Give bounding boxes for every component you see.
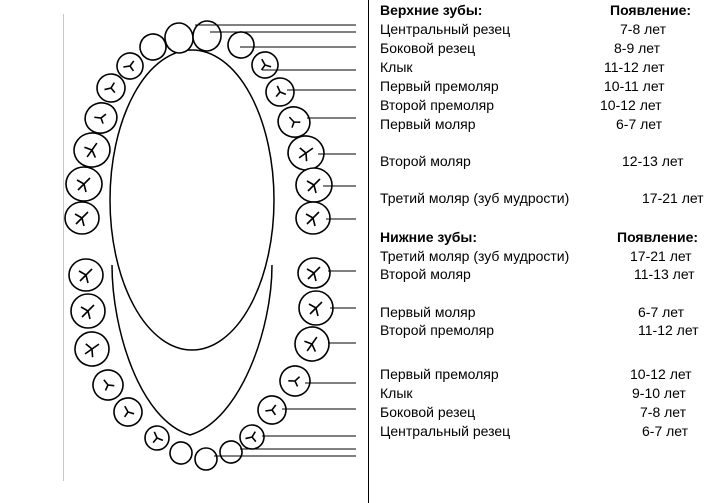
lower-tooth-name: Второй премоляр [380, 322, 494, 338]
upper-tooth-molar [296, 202, 330, 234]
lower-tooth-molar [69, 259, 103, 291]
lower-tooth-incisor [218, 439, 243, 464]
lower-tooth-name: Первый моляр [380, 304, 476, 320]
lower-eruption-header: Появление: [617, 229, 699, 245]
lower-tooth-age: 11-12 лет [638, 322, 699, 338]
upper-tooth-name: Центральный резец [380, 21, 511, 37]
upper-tooth-age: 8-9 лет [614, 40, 661, 56]
upper-eruption-header: Появление: [610, 2, 692, 18]
lower-tooth-age: 6-7 лет [638, 304, 685, 320]
lower-tooth-canine [140, 421, 174, 455]
upper-tooth-molar [296, 168, 332, 202]
lower-tooth-name: Первый премоляр [380, 366, 499, 382]
upper-tooth-age: 6-7 лет [616, 116, 663, 132]
lower-tooth-molar [292, 324, 331, 363]
upper-tooth-age: 10-11 лет [604, 78, 665, 94]
upper-tooth-name: Второй моляр [380, 153, 471, 169]
lower-tooth-crown [168, 440, 193, 465]
lower-tooth-age: 9-10 лет [632, 385, 686, 401]
lower-tooth-molar [71, 294, 105, 328]
lower-tooth-age: 7-8 лет [640, 404, 687, 420]
upper-tooth-molar [65, 202, 99, 234]
lower-tooth-name: Третий моляр (зуб мудрости) [380, 248, 570, 264]
upper-tooth-age: 10-12 лет [600, 97, 662, 113]
lower-tooth-crown [195, 448, 217, 470]
lower-tooth-premolar [275, 361, 315, 401]
upper-tooth-incisor [224, 28, 259, 63]
lower-tooth-incisor [168, 440, 193, 465]
upper-palate-outline [110, 50, 274, 350]
upper-tooth-age: 7-8 лет [620, 21, 667, 37]
upper-tooth-molar [285, 133, 326, 173]
lower-tooth-name: Центральный резец [380, 423, 511, 439]
lower-tooth-molar [298, 258, 330, 288]
upper-teeth-header: Верхние зубы: [380, 2, 483, 18]
upper-tooth-age: 17-21 лет [642, 190, 704, 206]
upper-tooth-name: Первый моляр [380, 116, 476, 132]
lower-tooth-incisor [195, 448, 217, 470]
upper-tooth-molar [66, 167, 102, 201]
lower-tooth-molar [299, 291, 333, 325]
lower-tooth-age: 10-12 лет [630, 366, 692, 382]
upper-tooth-name: Третий моляр (зуб мудрости) [380, 190, 570, 206]
upper-tooth-incisor [191, 19, 224, 53]
lower-tooth-name: Боковой резец [380, 404, 476, 420]
upper-tooth-premolar [81, 98, 121, 137]
lower-tooth-age: 11-13 лет [634, 266, 695, 282]
lower-teeth-header: Нижние зубы: [380, 229, 478, 245]
lower-tooth-crown [218, 439, 243, 464]
upper-tooth-crown [191, 19, 224, 53]
upper-tooth-age: 12-13 лет [622, 153, 684, 169]
upper-tooth-crown [224, 28, 259, 63]
lower-tooth-name: Второй моляр [380, 266, 471, 282]
upper-tooth-name: Боковой резец [380, 40, 476, 56]
lower-tooth-premolar [253, 391, 292, 430]
lower-tooth-age: 6-7 лет [642, 423, 689, 439]
upper-tooth-name: Второй премоляр [380, 97, 494, 113]
lower-tooth-age: 17-21 лет [630, 248, 692, 264]
lower-tooth-molar [72, 329, 111, 368]
upper-tooth-name: Клык [380, 59, 413, 75]
upper-tooth-age: 11-12 лет [604, 59, 665, 75]
upper-tooth-molar [71, 130, 112, 170]
lower-tooth-name: Клык [380, 385, 413, 401]
upper-tooth-name: Первый премоляр [380, 78, 499, 94]
